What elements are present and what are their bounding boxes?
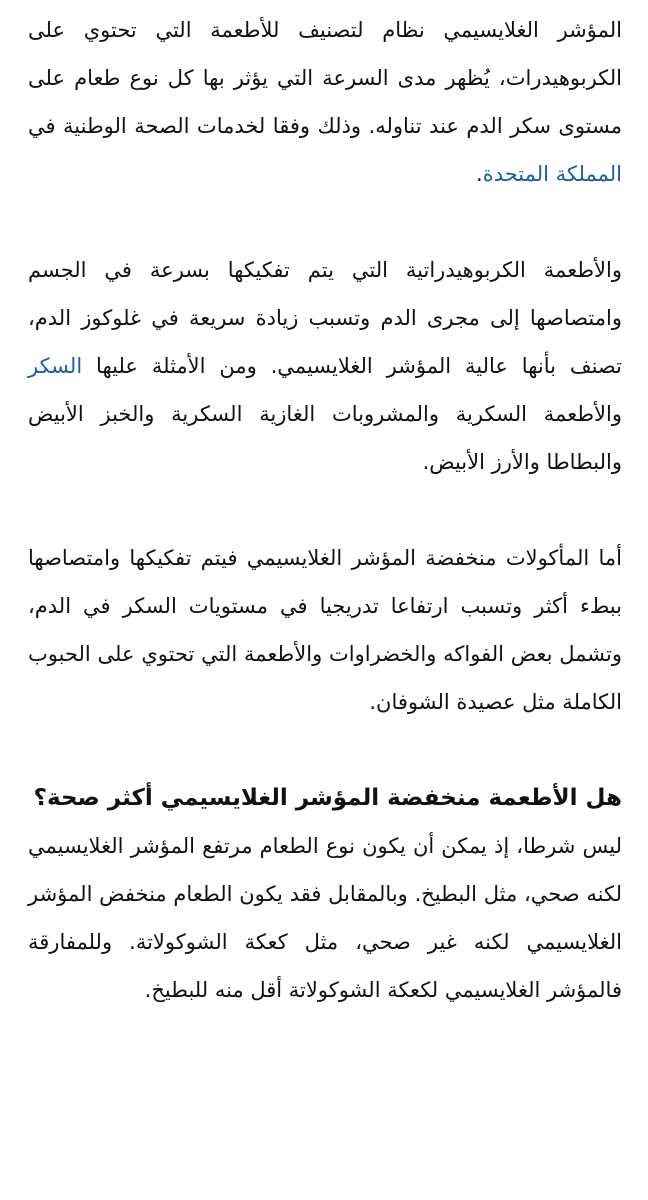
paragraph-text: المؤشر الغلايسيمي نظام لتصنيف للأطعمة التي تحتوي على الكربوهيدرات، يُظهر مدى السرعة التي يؤثر بها كل نوع طعام على مستوى سكر الدم عند تناوله. وذلك وفقا لخدمات الصحة الوطنية في: [28, 18, 622, 138]
paragraph-text-end: .: [476, 162, 483, 186]
link-sugar[interactable]: السكر: [28, 354, 83, 378]
paragraph-healthiness: ليس شرطا، إذ يمكن أن يكون نوع الطعام مرتفع المؤشر الغلايسيمي لكنه صحي، مثل البطيخ. وبالمقابل فقد يكون الطعام منخفض المؤشر الغلايسيمي لكنه غير صحي، مثل كعكة الشوكولاتة. وللمفارقة فالمؤشر الغلايسيمي لكعكة الشوكولاتة أقل منه للبطيخ.: [28, 834, 622, 1002]
paragraph-text: والأطعمة الكربوهيدراتية التي يتم تفكيكها بسرعة في الجسم وامتصاصها إلى مجرى الدم وتسبب زيادة سريعة في غلوكوز الدم، تصنف بأنها عالية المؤشر الغلايسيمي. ومن الأمثلة عليها: [28, 258, 622, 378]
paragraph-high-gi-foods: [28, 246, 622, 486]
paragraph-low-gi-foods: أما المأكولات منخفضة المؤشر الغلايسيمي فيتم تفكيكها وامتصاصها ببطء أكثر وتسبب ارتفاعا تدريجيا في مستويات السكر في الدم، وتشمل بعض الفواكه والخضراوات والأطعمة التي تحتوي على الحبوب الكاملة مثل عصيدة الشوفان.: [28, 546, 622, 714]
paragraph-glycemic-index-definition: [28, 6, 622, 198]
paragraph-text-end: والأطعمة السكرية والمشروبات الغازية السكرية والخبز الأبيض والبطاطا والأرز الأبيض.: [28, 402, 622, 474]
section-heading: هل الأطعمة منخفضة المؤشر الغلايسيمي أكثر صحة؟: [33, 785, 622, 811]
link-united-kingdom[interactable]: المملكة المتحدة: [482, 162, 622, 186]
